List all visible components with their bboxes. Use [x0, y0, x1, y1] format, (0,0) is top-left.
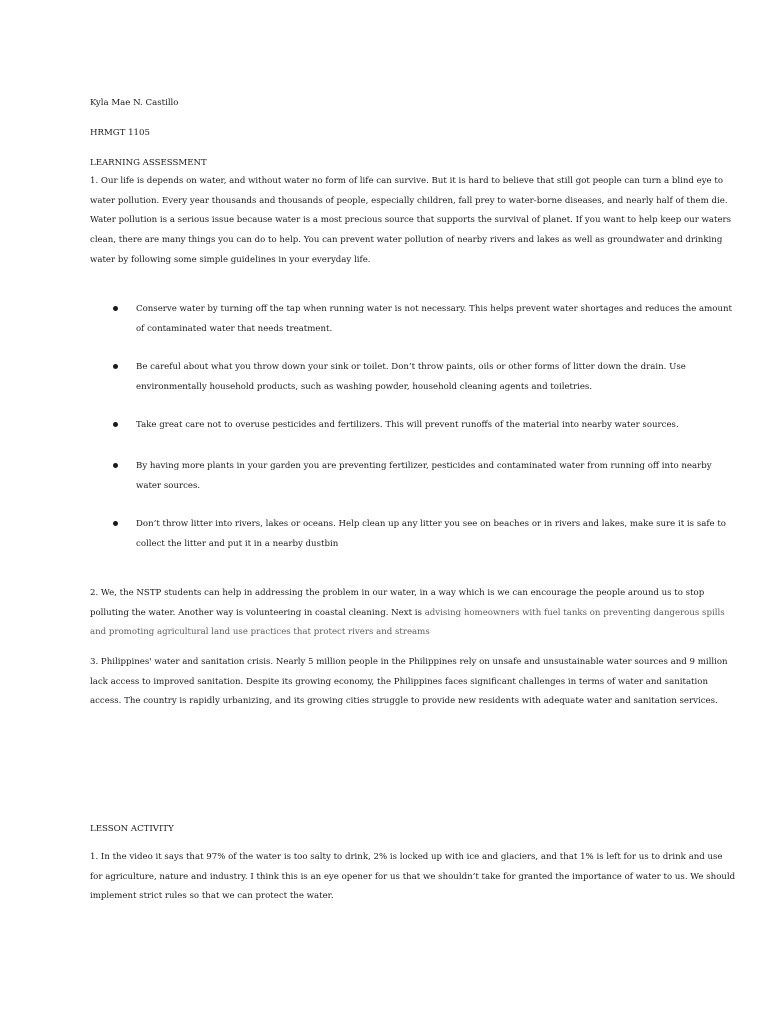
paragraph-line: 3. Philippines' water and sanitation crisis. Nearly 5 million people in the Philippines rely on unsafe and unsustainable water sources and 9 million [90, 657, 728, 667]
paragraph-line: for agriculture, nature and industry. I think this is an eye opener for us that we shouldn’t take for granted the importance of water to us. We should [90, 871, 736, 882]
paragraph-text: polluting the water. Another way is volunteering in coastal cleaning. Next is [90, 607, 425, 618]
paragraph-item-1 [90, 172, 732, 271]
list-item-line: collect the litter and put it in a nearby dustbin [136, 538, 339, 549]
list-item-line: environmentally household products, such as washing powder, household cleaning agents and toiletries. [136, 381, 593, 392]
list-item-line: Don’t throw litter into rivers, lakes or oceans. Help clean up any litter you see on beaches or in rivers and lakes, make sure it is safe to [136, 519, 726, 529]
bullet-icon [113, 364, 118, 369]
author-name: Kyla Mae N. Castillo [90, 98, 179, 108]
bullet-icon [113, 422, 118, 427]
paragraph-line: 1. In the video it says that 97% of the water is too salty to drink, 2% is locked up with ice and glaciers, and that 1% is left for us to drink and use [90, 852, 723, 862]
list-item [136, 457, 712, 496]
bullet-icon [113, 306, 118, 311]
section-title: LEARNING ASSESSMENT [90, 158, 207, 168]
paragraph-lesson-1 [90, 848, 736, 907]
list-item-line: Take great care not to overuse pesticides and fertilizers. This will prevent runoffs of the material into nearby water sources. [136, 420, 679, 430]
list-item-line: Conserve water by turning off the tap when running water is not necessary. This helps prevent water shortages and reduces the amount [136, 304, 732, 314]
paragraph-line [90, 604, 725, 624]
paragraph-line: 2. We, the NSTP students can help in addressing the problem in our water, in a way which is we can encourage the people around us to stop [90, 588, 705, 598]
paragraph-text-muted: advising homeowners with fuel tanks on preventing dangerous spills [424, 607, 725, 618]
paragraph-line: water by following some simple guidelines in your everyday life. [90, 254, 371, 265]
paragraph-line: clean, there are many things you can do to help. You can prevent water pollution of nearby rivers and lakes as well as groundwater and drinking [90, 235, 723, 246]
paragraph-item-3 [90, 653, 728, 712]
list-item [136, 416, 696, 436]
list-item-line: of contaminated water that needs treatment. [136, 323, 333, 334]
paragraph-line: Water pollution is a serious issue because water is a most precious source that supports the survival of planet. If you want to help keep our waters [90, 215, 732, 226]
list-item-line: Be careful about what you throw down your sink or toilet. Don’t throw paints, oils or other forms of litter down the drain. Use [136, 362, 686, 372]
lesson-activity-title: LESSON ACTIVITY [90, 824, 174, 834]
paragraph-line: water pollution. Every year thousands and thousands of people, especially children, fall prey to water-borne diseases, and nearly half of them die. [90, 195, 728, 206]
list-item [136, 358, 696, 397]
list-item-line: water sources. [136, 480, 201, 491]
paragraph-line: implement strict rules so that we can protect the water. [90, 891, 334, 902]
list-item [136, 515, 726, 554]
paragraph-line: lack access to improved sanitation. Despite its growing economy, the Philippines faces significant challenges in terms of water and sanitation [90, 676, 708, 687]
list-item-line: By having more plants in your garden you are preventing fertilizer, pesticides and contaminated water from running off into nearby [136, 461, 712, 471]
paragraph-line: 1. Our life is depends on water, and without water no form of life can survive. But it is hard to believe that still got people can turn a blind eye to [90, 176, 723, 186]
paragraph-line: access. The country is rapidly urbanizing, and its growing cities struggle to provide new residents with adequate water and sanitation services. [90, 696, 718, 707]
bullet-icon [113, 521, 118, 526]
course-code: HRMGT 1105 [90, 128, 150, 138]
paragraph-item-2 [90, 584, 725, 643]
list-item [136, 300, 732, 339]
bullet-icon [113, 463, 118, 468]
paragraph-line: and promoting agricultural land use practices that protect rivers and streams [90, 627, 430, 638]
